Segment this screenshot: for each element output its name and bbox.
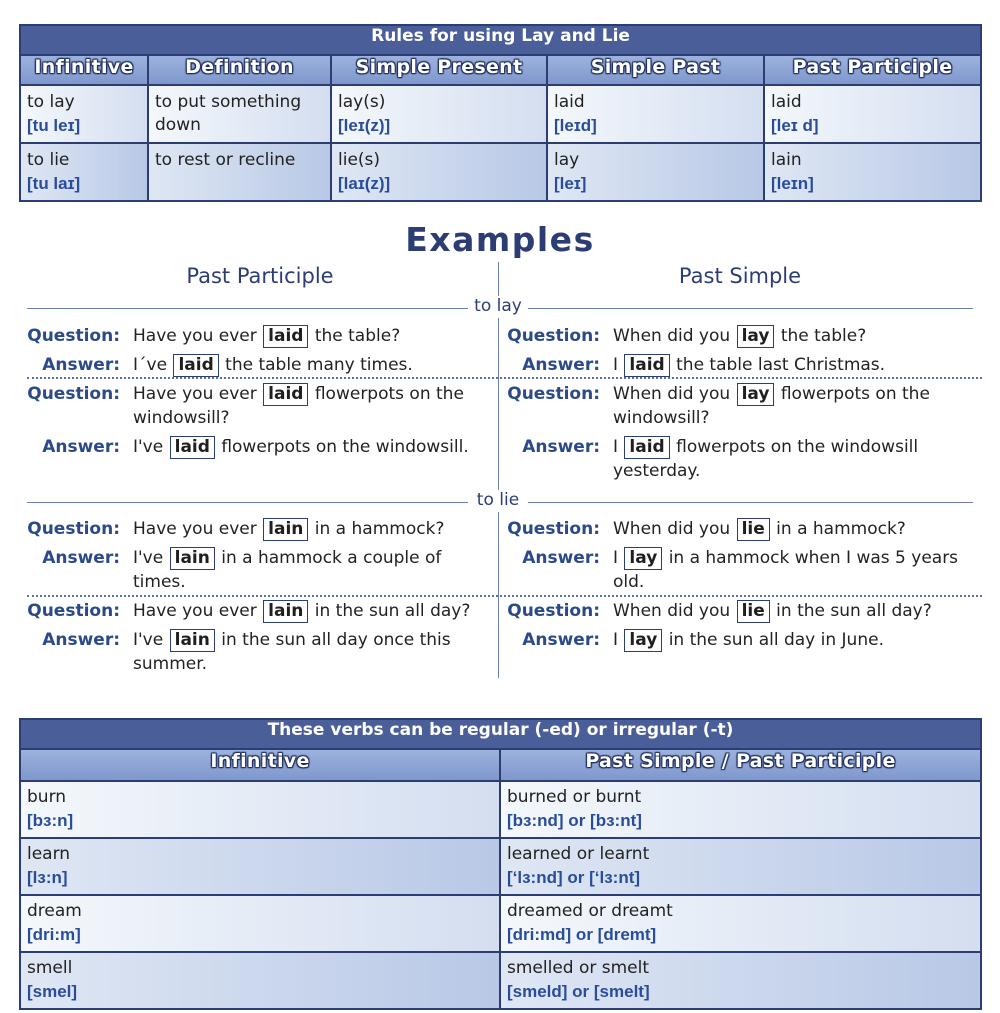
word: to lie: [27, 150, 70, 170]
text: in the sun all day in June.: [668, 630, 884, 650]
question-label: Question:: [507, 601, 600, 621]
answer-label: Answer:: [522, 630, 600, 650]
cell-past-participle: [764, 143, 981, 201]
text: I: [613, 630, 619, 650]
text: in a hammock?: [776, 519, 906, 539]
text: I've: [133, 437, 164, 457]
examples-title: Examples: [405, 220, 595, 259]
answer-label: Answer:: [42, 437, 120, 457]
text: flowerpots on the windowsill.: [221, 437, 469, 457]
text: summer.: [133, 654, 208, 674]
cell-forms: [500, 838, 981, 895]
text: flowerpots on the: [780, 384, 930, 404]
answer-label: Answer:: [42, 548, 120, 568]
text: windowsill?: [613, 408, 710, 428]
pronunciation: [bɜ:n]: [27, 811, 74, 830]
text: in the sun all day once this: [221, 630, 451, 650]
text: When did you: [613, 519, 731, 539]
verb-box: lie: [737, 600, 770, 623]
verb-box: lay: [737, 325, 775, 348]
verb-box: laid: [173, 354, 218, 377]
text: in a hammock?: [314, 519, 445, 539]
text: Have you ever: [133, 326, 257, 346]
pronunciation: [leɪ(z)]: [338, 116, 391, 135]
pronunciation: [smeld] or [smelt]: [507, 982, 650, 1001]
pronunciation: [leɪ]: [554, 174, 587, 193]
table-row: [20, 952, 981, 1009]
header-past-simple-past-participle: Past Simple / Past Participle: [500, 749, 981, 781]
word: learn: [27, 844, 71, 864]
table-row: [20, 895, 981, 952]
question-text: [133, 517, 493, 541]
question-text: [613, 599, 983, 623]
table-row: [20, 85, 981, 143]
answer-text: [133, 628, 493, 676]
word: burn: [27, 787, 67, 807]
answer-label: Answer:: [42, 355, 120, 375]
text: Have you ever: [133, 601, 257, 621]
question-label: Question:: [27, 601, 120, 621]
answer-text: [613, 628, 983, 652]
pronunciation: [smel]: [27, 982, 78, 1001]
question-text: [613, 517, 983, 541]
table-row: [20, 781, 981, 838]
word: lain: [771, 150, 802, 170]
word: laid: [554, 92, 585, 112]
text: the table?: [780, 326, 867, 346]
verb-box: laid: [624, 354, 669, 377]
text: Have you ever: [133, 384, 257, 404]
verb-box: lain: [170, 629, 215, 652]
verb-box: laid: [263, 383, 308, 406]
verb-box: laid: [170, 436, 215, 459]
column-heading-past-participle: Past Participle: [186, 264, 334, 288]
question-text: [133, 324, 493, 348]
text: When did you: [613, 601, 731, 621]
verb-box: lay: [624, 629, 662, 652]
pronunciation: [tu leɪ]: [27, 116, 81, 135]
cell-forms: [500, 952, 981, 1009]
answer-text: [133, 435, 493, 459]
text: in the sun all day?: [314, 601, 471, 621]
pronunciation: [laɪ(z)]: [338, 174, 391, 193]
word: lay: [554, 150, 580, 170]
answer-text: [613, 546, 983, 594]
answer-text: [133, 353, 493, 377]
column-divider: [498, 262, 499, 299]
answer-label: Answer:: [522, 437, 600, 457]
text: I've: [133, 548, 164, 568]
verb-box: lain: [263, 600, 308, 623]
cell-simple-present: [331, 85, 547, 143]
header-definition: Definition: [148, 55, 331, 85]
word: burned or burnt: [507, 787, 642, 807]
header-simple-past: Simple Past: [547, 55, 764, 85]
verb-box: laid: [624, 436, 669, 459]
text: windowsill?: [133, 408, 230, 428]
word: learned or learnt: [507, 844, 650, 864]
verb-box: laid: [263, 325, 308, 348]
word: lie(s): [338, 150, 381, 170]
question-label: Question:: [27, 519, 120, 539]
text: I: [613, 548, 619, 568]
answer-label: Answer:: [522, 548, 600, 568]
verb-box: lain: [170, 547, 215, 570]
pronunciation: [lɜ:n]: [27, 868, 68, 887]
section-label-to-lay: to lay: [468, 296, 528, 316]
text: I: [613, 355, 619, 375]
lay-lie-rules-table: [19, 24, 982, 202]
header-infinitive: Infinitive: [20, 55, 148, 85]
text: in a hammock when I was 5 years: [668, 548, 959, 568]
question-text: [613, 324, 983, 348]
text: in a hammock a couple of times.: [133, 548, 442, 592]
answer-label: Answer:: [42, 630, 120, 650]
verb-box: lay: [624, 547, 662, 570]
cell-definition: to rest or recline: [148, 143, 331, 201]
text: the table many times.: [225, 355, 413, 375]
text: I: [613, 437, 619, 457]
pronunciation: [leɪ d]: [771, 116, 819, 135]
question-label: Question:: [27, 384, 120, 404]
answer-label: Answer:: [522, 355, 600, 375]
pronunciation: [bɜ:nd] or [bɜ:nt]: [507, 811, 642, 830]
cell-infinitive: [20, 952, 500, 1009]
text: I've: [133, 630, 164, 650]
question-text: [133, 599, 493, 623]
cell-definition: to put something down: [148, 85, 331, 143]
text: Have you ever: [133, 519, 257, 539]
question-text: [133, 382, 493, 430]
section-label-to-lie: to lie: [468, 490, 528, 510]
dotted-separator: [27, 377, 982, 379]
text: old.: [613, 572, 645, 592]
cell-infinitive: [20, 895, 500, 952]
cell-forms: [500, 781, 981, 838]
cell-infinitive: [20, 85, 148, 143]
cell-infinitive: [20, 781, 500, 838]
pronunciation: [tu laɪ]: [27, 174, 81, 193]
pronunciation: [dri:m]: [27, 925, 81, 944]
word: smell: [27, 958, 73, 978]
table-row: [20, 143, 981, 201]
lay-lie-table-title: Rules for using Lay and Lie: [20, 25, 981, 55]
table-row: [20, 838, 981, 895]
text: the table?: [314, 326, 401, 346]
pronunciation: [dri:md] or [dremt]: [507, 925, 657, 944]
verb-box: lie: [737, 518, 770, 541]
cell-simple-past: [547, 85, 764, 143]
question-label: Question:: [507, 519, 600, 539]
text: flowerpots on the windowsill: [676, 437, 919, 457]
pronunciation: [leɪd]: [554, 116, 597, 135]
pronunciation: [‘lɜ:nd] or [‘lɜ:nt]: [507, 868, 641, 887]
dotted-separator: [27, 595, 982, 597]
word: laid: [771, 92, 802, 112]
word: dreamed or dreamt: [507, 901, 673, 921]
header-infinitive: Infinitive: [20, 749, 500, 781]
word: to lay: [27, 92, 75, 112]
question-label: Question:: [507, 326, 600, 346]
cell-forms: [500, 895, 981, 952]
cell-infinitive: [20, 838, 500, 895]
cell-simple-past: [547, 143, 764, 201]
text: I´ve: [133, 355, 168, 375]
verbs-table-title: These verbs can be regular (-ed) or irregular (-t): [20, 719, 981, 749]
text: the table last Christmas.: [676, 355, 886, 375]
header-past-participle: Past Participle: [764, 55, 981, 85]
answer-text: [613, 353, 983, 377]
text: flowerpots on the: [314, 384, 464, 404]
word: lay(s): [338, 92, 386, 112]
word: smelled or smelt: [507, 958, 650, 978]
column-heading-past-simple: Past Simple: [678, 264, 802, 288]
question-text: [613, 382, 983, 430]
cell-simple-present: [331, 143, 547, 201]
question-label: Question:: [27, 326, 120, 346]
pronunciation: [leɪn]: [771, 174, 814, 193]
word: dream: [27, 901, 82, 921]
question-label: Question:: [507, 384, 600, 404]
cell-past-participle: [764, 85, 981, 143]
regular-irregular-verbs-table: [19, 718, 982, 1010]
text: When did you: [613, 326, 731, 346]
verb-box: lain: [263, 518, 308, 541]
answer-text: [613, 435, 983, 483]
answer-text: [133, 546, 493, 594]
cell-infinitive: [20, 143, 148, 201]
text: When did you: [613, 384, 731, 404]
text: in the sun all day?: [776, 601, 932, 621]
text: yesterday.: [613, 461, 701, 481]
verb-box: lay: [737, 383, 775, 406]
header-simple-present: Simple Present: [331, 55, 547, 85]
